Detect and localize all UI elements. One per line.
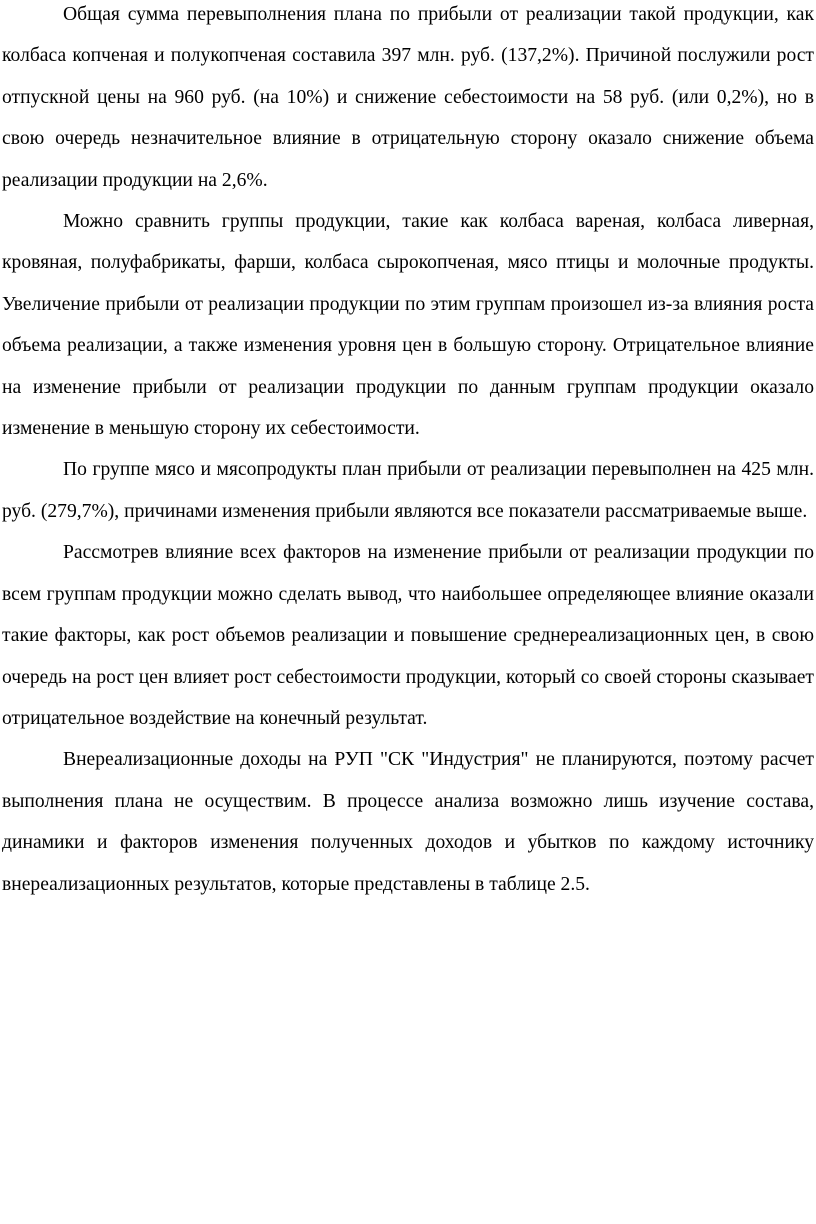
paragraph-sausage-profit: Общая сумма перевыполнения плана по прибыли от реализации такой продукции, как колбаса копченая и полукопченая составила 397 млн. руб. (137,2%). Причиной послужили рост отпускной цены на 960 руб. (на 10%) и снижение себестоимости на 58 руб. (или 0,2%), но в свою очередь незначительное влияние в отрицательную сторону оказало снижение объема реализации продукции на 2,6%. — [2, 4, 814, 191]
paragraph-product-groups: Можно сравнить группы продукции, такие как колбаса вареная, колбаса ливерная, кровяная, полуфабрикаты, фарши, колбаса сырокопченая, мясо птицы и молочные продукты. Увеличение прибыли от реализации продукции по этим группам произошел из-за влияния роста объема реализации, а также изменения уровня цен в большую сторону. Отрицательное влияние на изменение прибыли от реализации продукции по данным группам продукции оказало изменение в меньшую сторону их себестоимости. — [2, 211, 814, 440]
paragraph-meat-group: По группе мясо и мясопродукты план прибыли от реализации перевыполнен на 425 млн. руб. (279,7%), причинами изменения прибыли являются все показатели рассматриваемые выше. — [2, 459, 814, 522]
paragraph-conclusion: Рассмотрев влияние всех факторов на изменение прибыли от реализации продукции по всем группам продукции можно сделать вывод, что наибольшее определяющее влияние оказали такие факторы, как рост объемов реализации и повышение среднереализационных цен, в свою очередь на рост цен влияет рост себестоимости продукции, который со своей стороны сказывает отрицательное воздействие на конечный результат. — [2, 542, 814, 729]
paragraph-non-operating-income: Внереализационные доходы на РУП "СК "Индустрия" не планируются, поэтому расчет выполнения плана не осуществим. В процессе анализа возможно лишь изучение состава, динамики и факторов изменения полученных доходов и убытков по каждому источнику внереализационных результатов, которые представлены в таблице 2.5. — [2, 749, 814, 895]
